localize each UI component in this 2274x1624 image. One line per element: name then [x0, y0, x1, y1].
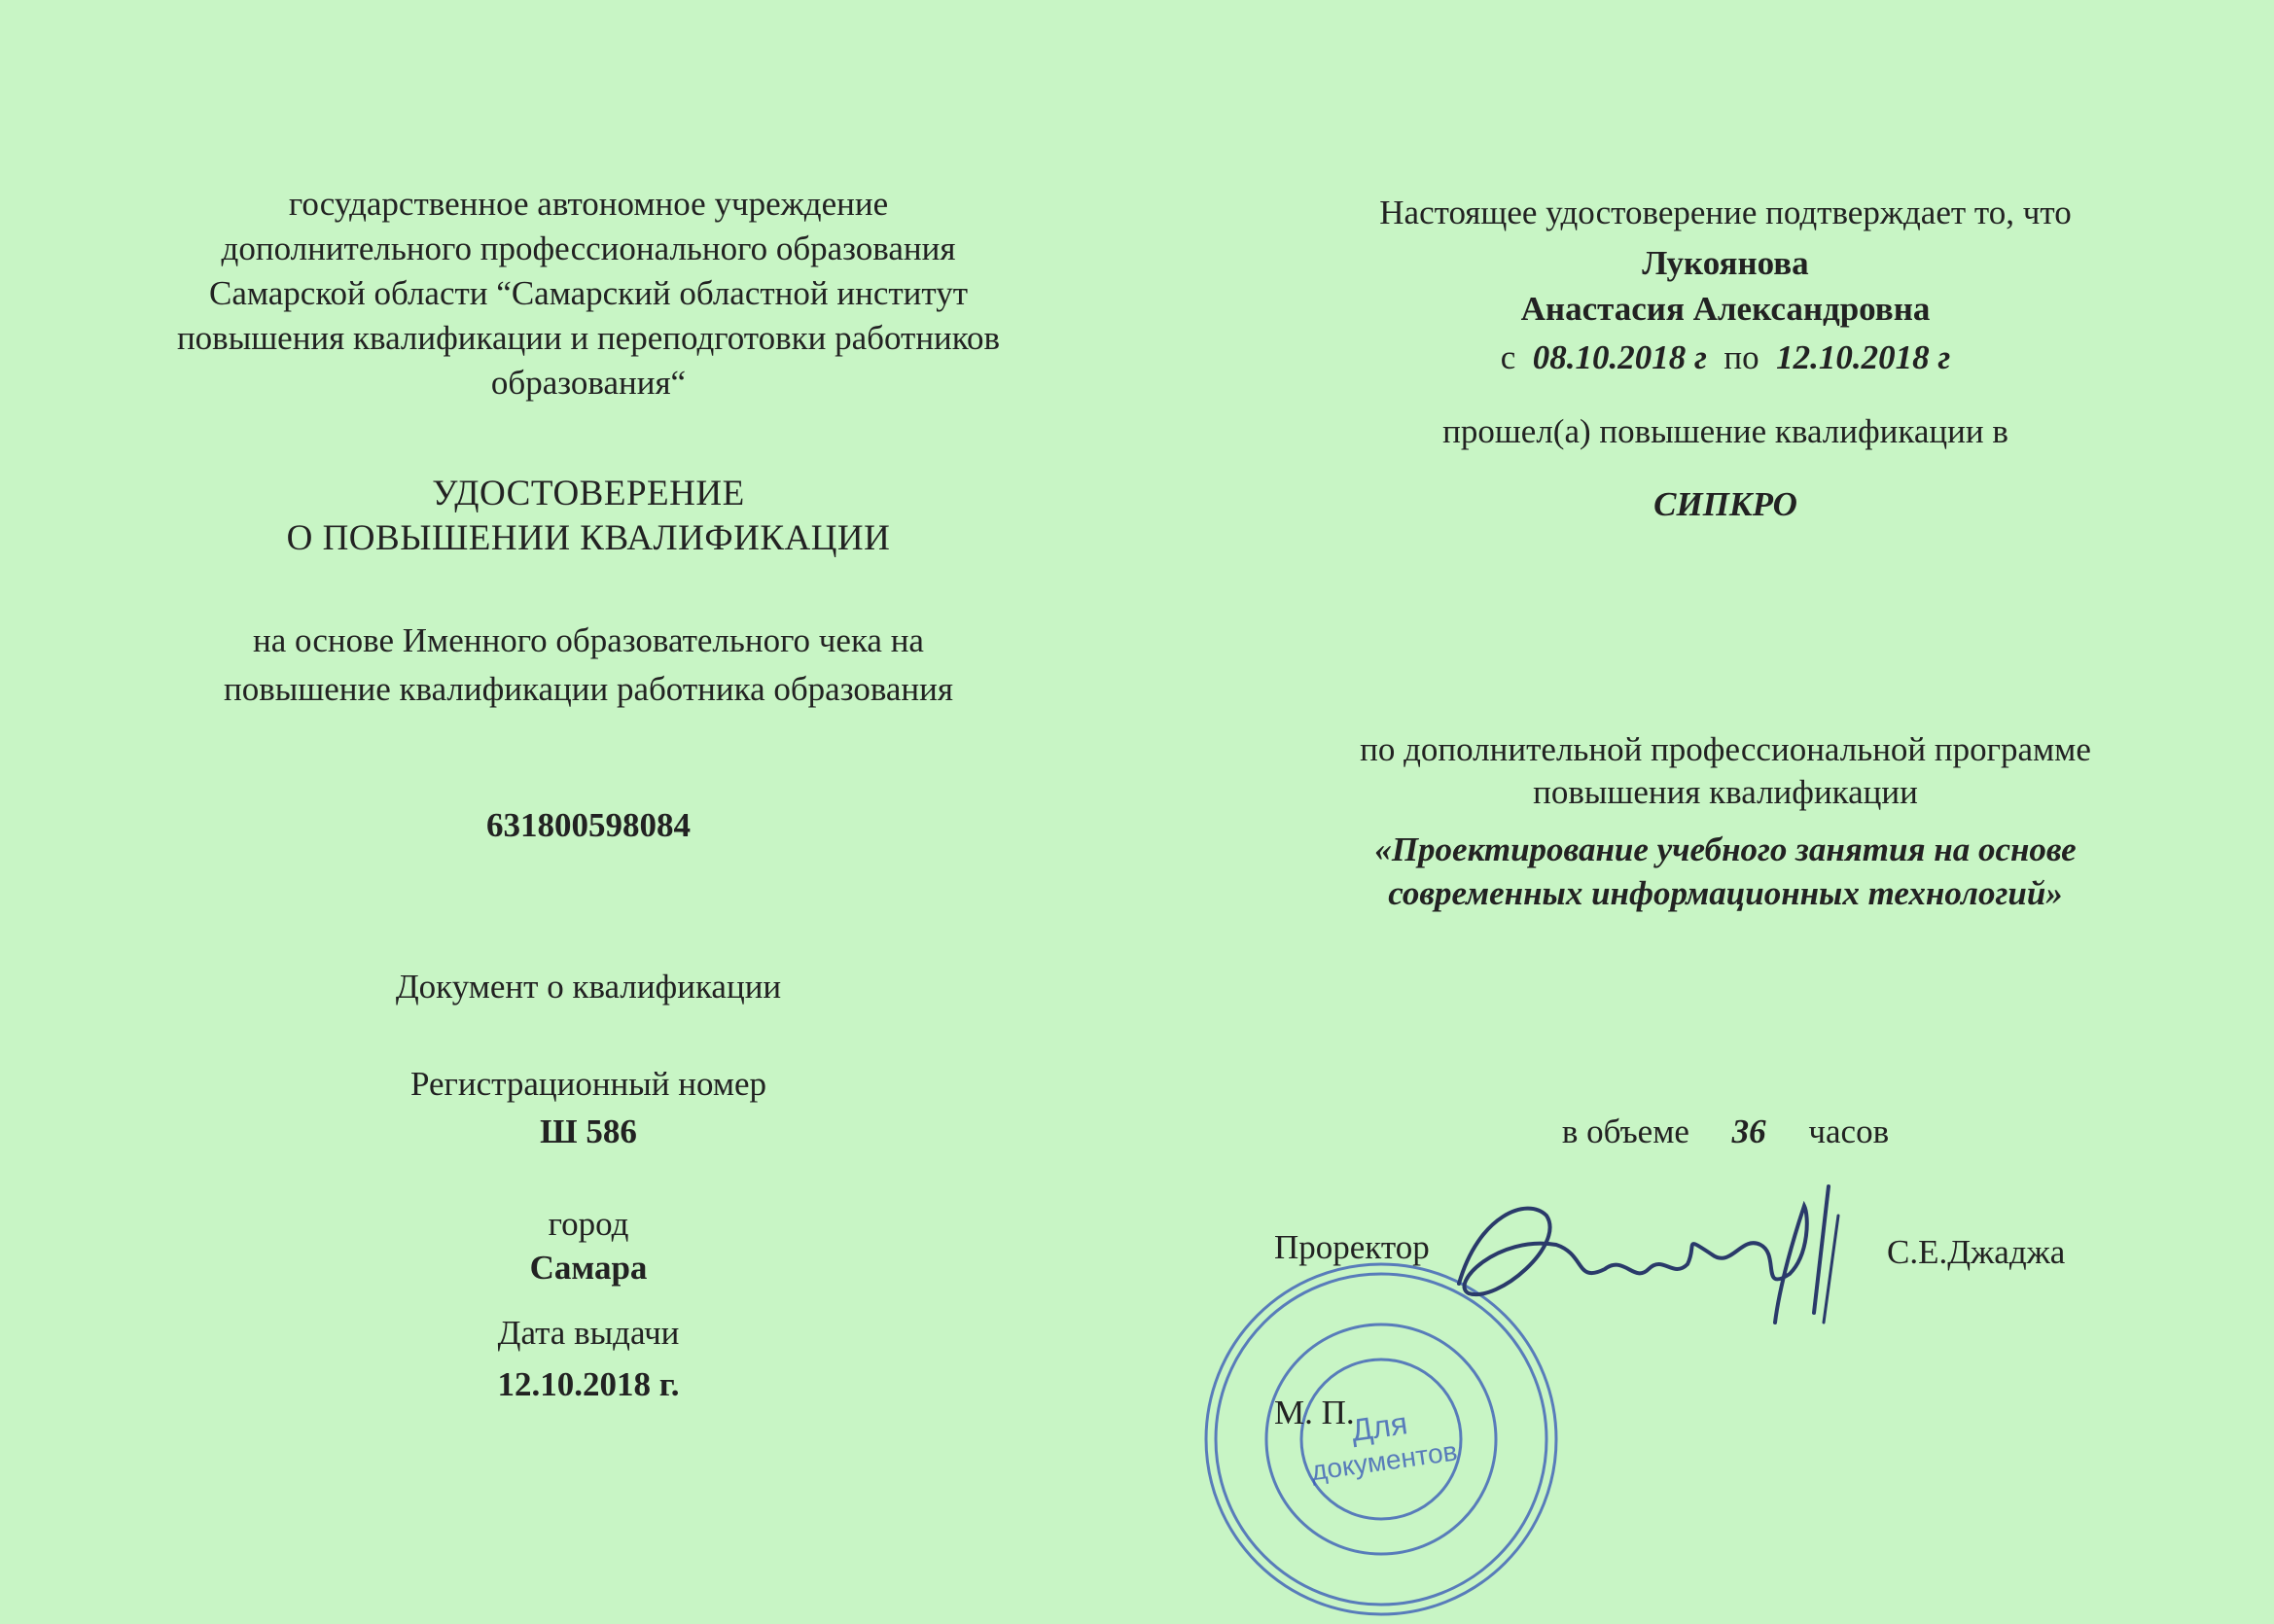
- basis-line-2: повышение квалификации работника образования: [224, 670, 953, 708]
- city: Самара: [529, 1249, 648, 1287]
- program-intro-line-2: повышения квалификации: [1533, 773, 1918, 811]
- volume-line: [1177, 1110, 2274, 1154]
- issue-date: 12.10.2018 г.: [497, 1365, 680, 1403]
- program-name-line-1: «Проектирование учебного занятия на основе: [1374, 830, 2077, 868]
- signature: [1439, 1177, 1887, 1352]
- program-intro-line-1: по дополнительной профессиональной программе: [1360, 730, 2091, 768]
- volume-word: в объеме: [1561, 1112, 1689, 1150]
- stamp-center-line-2: документов: [1309, 1435, 1460, 1487]
- doc-kind: Документ о квалификации: [395, 968, 782, 1006]
- reg-number: Ш 586: [540, 1112, 637, 1150]
- signer-title: Проректор: [1274, 1228, 1430, 1266]
- stamp-center-line-1: Для: [1349, 1405, 1410, 1448]
- city-label: город: [548, 1205, 629, 1243]
- institution-line-4: повышения квалификации и переподготовки работников: [176, 319, 1001, 357]
- mp-mark: М. П.: [1274, 1394, 1355, 1431]
- doc-title-line-1: УДОСТОВЕРЕНИЕ: [432, 474, 745, 513]
- signer-name: С.Е.Джаджа: [1887, 1233, 2066, 1271]
- holder-name: Анастасия Александровна: [1520, 290, 1931, 328]
- basis-line-1: на основе Именного образовательного чека на: [253, 621, 924, 659]
- period-line: [1177, 335, 2274, 380]
- institution-line-1: государственное автономное учреждение: [288, 185, 889, 223]
- institution-line-2: дополнительного профессионального образования: [221, 229, 956, 267]
- hours-value: 36: [1731, 1112, 1766, 1150]
- institution-line-5: образования“: [490, 364, 687, 402]
- period-from-word: с: [1500, 338, 1516, 376]
- passed-text: прошел(а) повышение квалификации в: [1442, 412, 2008, 450]
- holder-surname: Лукоянова: [1642, 244, 1809, 282]
- institution-line-3: Самарской области “Самарский областной институт: [208, 274, 969, 312]
- doc-title-line-2: О ПОВЫШЕНИИ КВАЛИФИКАЦИИ: [286, 518, 891, 558]
- period-to-date: 12.10.2018 г: [1776, 338, 1951, 376]
- confirm-text: Настоящее удостоверение подтверждает то, что: [1379, 194, 2072, 231]
- period-to-word: по: [1723, 338, 1759, 376]
- program-name-line-2: современных информационных технологий»: [1388, 874, 2063, 912]
- certificate-number: 631800598084: [486, 806, 691, 844]
- date-label: Дата выдачи: [497, 1314, 680, 1352]
- period-from-date: 08.10.2018 г: [1532, 338, 1707, 376]
- hours-word: часов: [1808, 1112, 1890, 1150]
- organization: СИПКРО: [1653, 485, 1797, 523]
- reg-label: Регистрационный номер: [409, 1065, 767, 1103]
